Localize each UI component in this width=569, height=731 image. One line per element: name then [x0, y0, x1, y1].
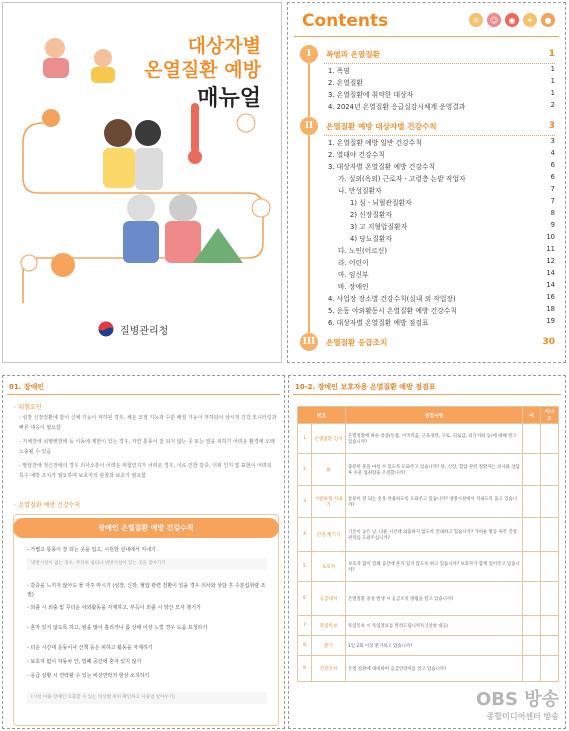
yes-cell[interactable] [523, 636, 541, 656]
toc-item[interactable]: 5. 운동 야외활동시 온열질환 예방 건강수칙 18 [328, 305, 555, 315]
tip-item: - 갈증을 느끼지 않아도 물 자주 마시기 (심장, 신장, 혈압 관련 질환이 있을 경우 의사와 상담 후 수분섭취량 조절) [27, 583, 266, 598]
disability-page [2, 375, 285, 729]
toc-item[interactable]: 3. 대상자별 온열질환 예방 건강수칙 6 [328, 161, 555, 171]
risk-paragraph: - 발달장애 정신장애의 경우 의사소통이 어려운 위험인지가 어려운 경우, 이로 인한 갈증, 더위 인지 및 표현이 어려워 특수 예방 조치가 필요하며 보호자의 관찰과 보호가 필요함 [19, 463, 272, 479]
disability-title: 01. 장애인 [9, 383, 45, 391]
yes-cell[interactable] [523, 582, 541, 616]
toc-section-2[interactable] [300, 117, 555, 135]
risk-paragraph: - 심장 신장질환에 같이 신체 기능이 저하된 경우, 체온 조절 기능과 수분 배설 기능이 저하되어 상시적 건강 모니터링과 빠른 대응이 필요함 [19, 415, 277, 431]
toc-page [287, 2, 566, 363]
water-icon: ● [541, 13, 555, 27]
no-cell[interactable] [541, 486, 559, 518]
toc-item[interactable]: 3) 고 지혈압질환자 9 [350, 221, 555, 231]
no-cell[interactable] [541, 616, 559, 636]
section-numeral: II [300, 117, 318, 135]
no-cell[interactable] [541, 552, 559, 582]
toc-item[interactable]: 가. 실외(옥외) 근로자ㆍ고령층 논밭 작업자 6 [338, 173, 555, 183]
section-page: 1 [548, 49, 555, 59]
tip-item: - 보호자 없이 자동차 안, 밀폐 공간에 혼자 있지 않기 [27, 659, 142, 665]
tip-item: - 혼자 있지 않도록 하고, 땀을 많이 흘리거나 몸 상태 이상 느낄 경우 도움 요청하기 [27, 625, 208, 631]
tip-item: - 가볍고 통풍이 잘 되는 옷을 입고, 시원한 실내에서 지내기 [27, 547, 156, 553]
table-row: 5 보호자 보호자 없이 밀폐 공간에 혼자 있지 않도록 하고 있습니까? 보호자가 함께 있어주고 있습니까? [298, 552, 559, 582]
col-header: 예 [523, 407, 541, 424]
table-row: 6 응급대처 온열질환 증상 발생 시 응급조치 방법을 알고 있습니까? [298, 582, 559, 616]
toc-divider [294, 36, 559, 37]
yes-cell[interactable] [523, 486, 541, 518]
checklist-title: 10-2. 장애인 보호자용 온열질환 예방 점검표 [295, 383, 436, 391]
toc-icon-row [469, 13, 555, 27]
toc-item[interactable]: 4) 당뇨질환자 10 [350, 233, 555, 243]
toc-item[interactable]: 4. 2024년 온열질환 응급실감시체계 운영결과 2 [328, 101, 555, 111]
section-page: 3 [548, 121, 555, 131]
toc-item[interactable]: 6. 대상자별 온열질환 예방 점검표 19 [328, 317, 555, 327]
no-cell[interactable] [541, 582, 559, 616]
toc-timeline [308, 53, 310, 343]
risk-heading: ◦ 위험요인 [13, 404, 42, 411]
table-row: 4 건강 챙기기 기온이 높은 날, 더운 시간대 외출하지 않도록 안내하고 있습니까? 가벼운 활동 위주 건강 관리를 도와주십니까? [298, 518, 559, 552]
no-cell[interactable] [541, 454, 559, 486]
toc-item[interactable]: 2. 온열질환 1 [328, 77, 555, 87]
section-page: 30 [542, 337, 555, 347]
toc-item[interactable]: 1) 심ㆍ뇌혈관질환자 7 [350, 197, 555, 207]
toc-section-1[interactable] [300, 45, 555, 63]
tip-item: - 더운 시간대 운동이나 산책 등은 피하고 활동을 자제하기 [27, 645, 153, 651]
yes-cell[interactable] [523, 616, 541, 636]
toc-item[interactable]: 바. 장애인 14 [338, 281, 555, 291]
tips-heading: ◦ 온열질환 예방 건강수칙 [13, 502, 81, 509]
table-row: 1 온열질환 인지 온열질환에 따른 증상(두통, 어지러움, 근육경련, 구토, 피로감, 의식저하 등)에 대해 알고 있습니까? [298, 424, 559, 454]
col-header: 아니오 [541, 407, 559, 424]
toc-item[interactable]: 마. 임신부 14 [338, 269, 555, 279]
toc-item[interactable]: 4. 사업장 장소별 건강수칙(실내 외 작업장) 16 [328, 293, 555, 303]
tips-box-title: 장애인 온열질환 예방 건강수칙 [13, 518, 279, 538]
col-header: 번호 [298, 407, 346, 424]
table-row: 8 환기 1일 2회 이상 환기하고 있습니까? [298, 636, 559, 656]
section-title: 온열질환 예방 대상자별 건강수칙 [326, 121, 437, 131]
table-row: 9 건강조치 온열 질환에 대비하여 응급연락처를 알고 있습니까? [298, 656, 559, 682]
toc-item[interactable]: 2. 열대야 건강수칙 4 [328, 149, 555, 159]
cover-page [2, 2, 282, 363]
toc-item[interactable]: 다. 노인(어르신) 11 [338, 245, 555, 255]
tip-note: (시설 이용 장애인 호출할 수 있는 비상벨 위치 확인하고 사용법 알아두기) [27, 692, 267, 704]
toc-item[interactable]: 2) 신장질환자 8 [350, 209, 555, 219]
yes-cell[interactable] [523, 424, 541, 454]
col-header: 점검사항 [346, 407, 523, 424]
checklist-table [297, 406, 559, 682]
yes-cell[interactable] [523, 656, 541, 682]
section-title: 폭염과 온열질환 [326, 49, 380, 59]
face-icon: ☺ [487, 13, 501, 27]
mask-icon: ◉ [505, 13, 519, 27]
no-cell[interactable] [541, 424, 559, 454]
yes-cell[interactable] [523, 518, 541, 552]
tip-note: 냉방시설이 없는 경우, 무더위 쉼터나 냉방시설이 있는 곳을 찾아가기 [27, 558, 267, 570]
table-row: 2 물 충분히 물을 마실 수 있도록 도와주고 있습니까? 단, 신장, 혈압 관련 질환자는 의사와 상담 후 수분 섭취량을 조절합니까? [298, 454, 559, 486]
toc-item[interactable]: 라. 어린이 12 [338, 257, 555, 267]
agency-logo [98, 321, 168, 337]
tip-item: - 외출 시 외출 및 무더운 야외활동을 자제하고, 부득이 외출 시 양산 모자 챙기기 [27, 605, 201, 611]
toc-heading: Contents [302, 11, 389, 31]
no-cell[interactable] [541, 518, 559, 552]
broadcaster-watermark: OBS 방송 종합미디어센터 방송 [475, 689, 559, 721]
checklist-page [288, 375, 566, 729]
agency-emblem-icon [98, 321, 114, 337]
sun-icon: ☀ [469, 13, 483, 27]
divider [293, 394, 561, 395]
divider [7, 394, 280, 395]
toc-item[interactable]: 1. 폭염 1 [328, 65, 555, 75]
no-cell[interactable] [541, 636, 559, 656]
cover-title-line1: 대상자별 [187, 35, 261, 57]
star-icon: ✦ [523, 13, 537, 27]
cover-title-line3: 매뉴얼 [197, 86, 261, 111]
cover-title-line2: 온열질환 예방 [144, 59, 261, 81]
table-row: 7 폭염특보 폭염특보 시 폭염정보를 알려드립니까?(기상청 대응) [298, 616, 559, 636]
toc-section-3[interactable] [300, 333, 555, 351]
tip-item: - 응급 상황 시 연락할 수 있는 비상연락처 항상 소지하기 [27, 673, 150, 679]
no-cell[interactable] [541, 656, 559, 682]
section-numeral: I [300, 45, 318, 63]
table-header-row [298, 407, 559, 424]
risk-paragraph: - 지체장애 뇌병변장애 등 이동에 제한이 있는 경우, 자연 통풍이 잘 되지 않는 곳 또는 열을 피하기 어려운 환경에 오래 노출될 수 있음 [19, 439, 275, 455]
toc-item[interactable]: 1. 온열질환 예방 일반 건강수칙 3 [328, 137, 555, 147]
section-title: 온열질환 응급조치 [326, 337, 388, 347]
section-numeral: III [300, 333, 318, 351]
toc-item[interactable]: 3. 온열질환에 취약한 대상자 1 [328, 89, 555, 99]
yes-cell[interactable] [523, 552, 541, 582]
yes-cell[interactable] [523, 454, 541, 486]
table-row: 3 시원하게 지내기 통풍이 잘 되는 옷을 착용하도록 도와주고 있습니까? 냉방시설에서 지내도록 돕고 있습니까? [298, 486, 559, 518]
toc-item[interactable]: 나. 만성질환자 7 [338, 185, 555, 195]
agency-name: 질병관리청 [120, 325, 169, 337]
